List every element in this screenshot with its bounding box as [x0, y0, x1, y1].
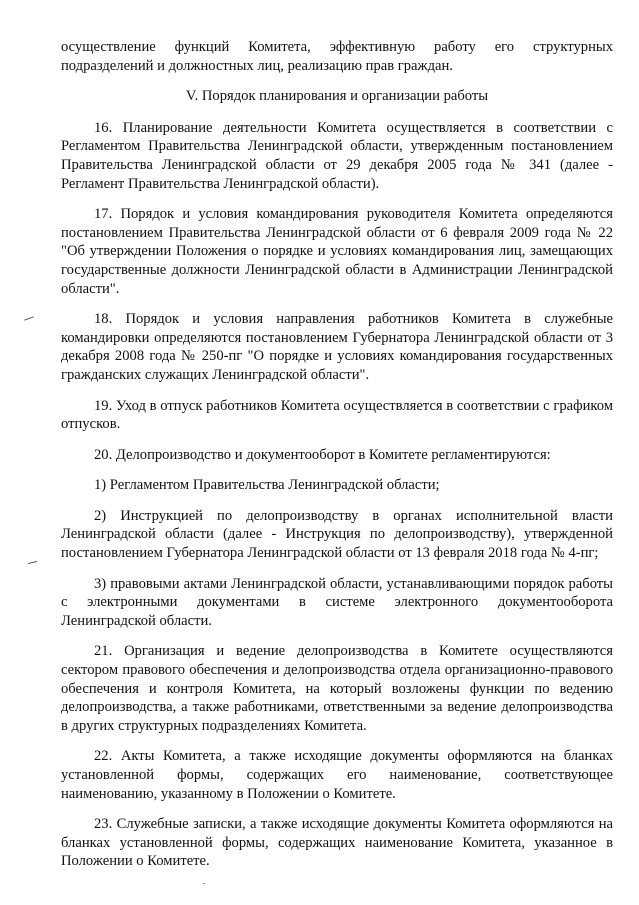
paragraph-17: 17. Порядок и условия командирования руководителя Комитета определяются постановлением Правительства Ленинградской области от 6 февраля 2009 года № 22 "Об утверждении Положения о порядке и условиях командирования лиц, замещающих государственные должности Ленинградской области в Администрации Ленинградской области".: [61, 206, 613, 297]
paragraph-22: 22. Акты Комитета, а также исходящие документы оформляются на бланках установленной формы, содержащих его наименование, соответствующее наименованию, указанному в Положении о Комитете.: [61, 748, 613, 802]
paragraph-20: 20. Делопроизводство и документооборот в Комитете регламентируются:: [94, 446, 551, 463]
continuation-text: осуществление функций Комитета, эффективную работу его структурных подразделений и должностных лиц, реализацию прав граждан.: [61, 39, 613, 74]
paragraph-20-item-3: 3) правовыми актами Ленинградской области, устанавливающими порядок работы с электронными документами в системе электронного документооборота Ленинградской области.: [61, 575, 613, 629]
scan-dot: [203, 883, 205, 884]
paragraph-20-item-2: 2) Инструкцией по делопроизводству в органах исполнительной власти Ленинградской области (далее - Инструкция по делопроизводству), утвержденной постановлением Губернатора Ленинградской области от 13 февраля 2018 года № 4-пг;: [61, 507, 613, 562]
section-heading: V. Порядок планирования и организации работы: [185, 88, 489, 105]
paragraph-16: 16. Планирование деятельности Комитета осуществляется в соответствии с Регламентом Правительства Ленинградской области, утвержденным постановлением Правительства Ленинградской области от 29 декабря 2005 года № 341 (далее - Регламент Правительства Ленинградской области).: [61, 119, 613, 192]
scan-mark-bottom: [28, 561, 37, 564]
scan-mark-top: [24, 316, 34, 320]
paragraph-20-item-1: 1) Регламентом Правительства Ленинградской области;: [94, 477, 440, 494]
paragraph-23: 23. Служебные записки, а также исходящие документы Комитета оформляются на бланках установленной формы, содержащих наименование Комитета, указанное в Положении о Комитете.: [61, 816, 613, 870]
paragraph-19: 19. Уход в отпуск работников Комитета осуществляется в соответствии с графиком отпусков.: [61, 397, 613, 433]
paragraph-21: 21. Организация и ведение делопроизводства в Комитете осуществляются сектором правового обеспечения и делопроизводства отдела организационно-правового обеспечения и контроля Комитета, на который возложены функции по ведению делопроизводства, а также работниками, ответственными за ведение делопроизводства в других структурных подразделениях Комитета.: [61, 643, 613, 734]
paragraph-18: 18. Порядок и условия направления работников Комитета в служебные командировки определяются постановлением Губернатора Ленинградской области от 3 декабря 2008 года № 250-пг "О порядке и условиях командирования государственных гражданских служащих Ленинградской области".: [61, 311, 613, 383]
document-page: [61, 38, 613, 883]
